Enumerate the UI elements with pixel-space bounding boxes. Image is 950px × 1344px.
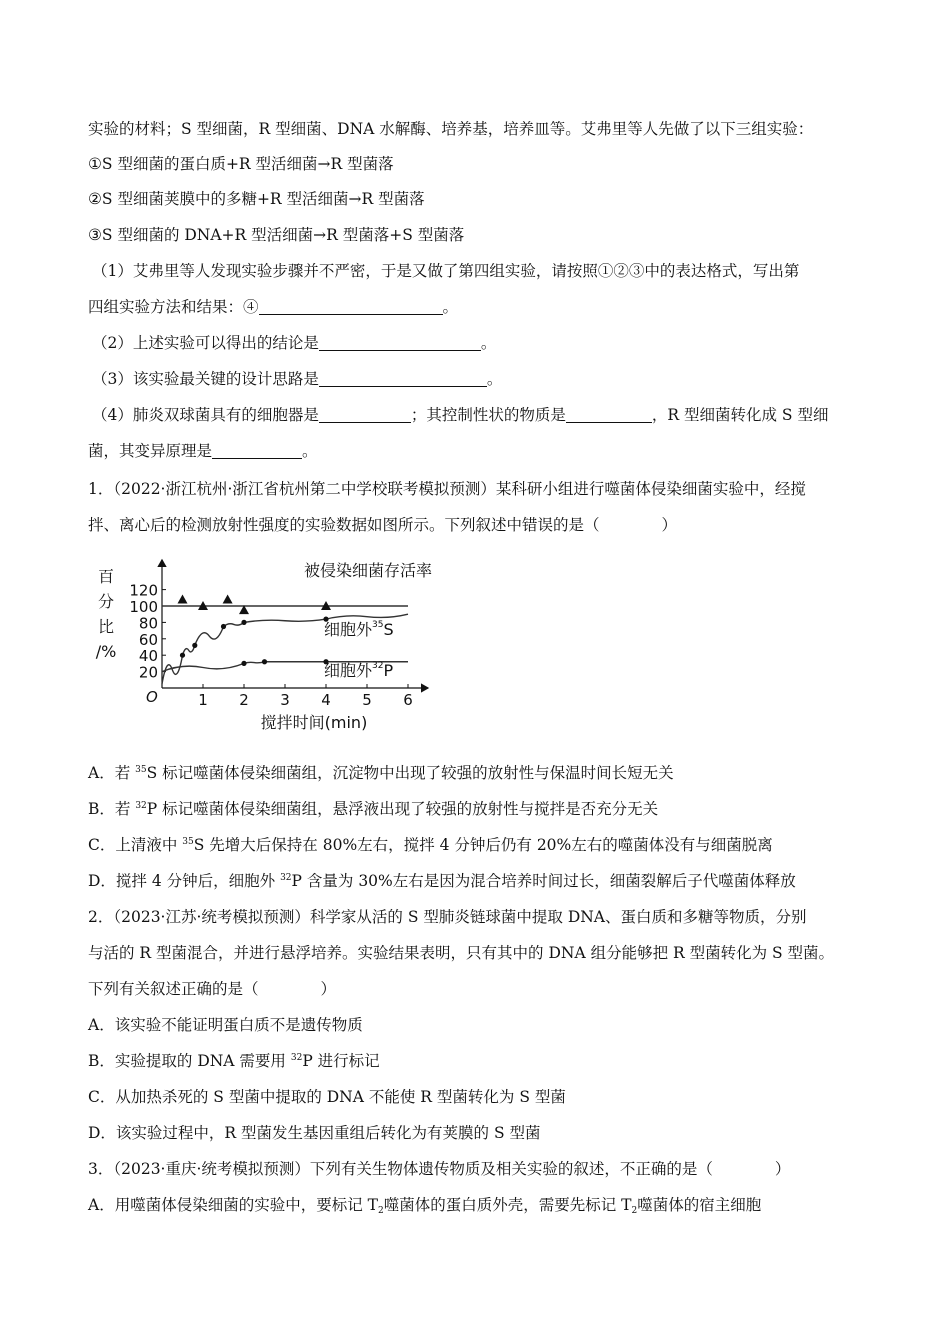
answer-blank-4[interactable] (259, 298, 443, 315)
y-tick-label: 60 (138, 630, 158, 649)
y-tick-label: 20 (138, 663, 158, 682)
problem-1-option-d: D．搅拌 4 分钟后，细胞外 $^{32}$P 含量为 30%左右是因为混合培养时间过长，细菌裂解后子代噬菌体释放 (88, 872, 796, 890)
problem-2-option-c: C．从加热杀死的 S 型菌中提取的 DNA 不能使 R 型菌转化为 S 型菌 (88, 1088, 566, 1106)
question-4-line2 (88, 440, 878, 462)
question-2-text: （2）上述实验可以得出的结论是 (92, 334, 319, 352)
answer-blank-design[interactable] (319, 370, 487, 387)
question-3 (92, 368, 882, 390)
problem-1-stem-line2: 拌、离心后的检测放射性强度的实验数据如图所示。下列叙述中错误的是（ ） (88, 516, 678, 534)
y-tick-label: 40 (138, 647, 158, 666)
s35-point (241, 620, 246, 625)
x-axis-label: 搅拌时间(min) (260, 713, 368, 732)
problem-1-stem-line1: 1．（2022·浙江杭州·浙江省杭州第二中学校联考模拟预测）某科研小组进行噬菌体侵染细菌实验中，经搅 (88, 480, 806, 498)
answer-blank-conclusion[interactable] (319, 334, 481, 351)
y-label-char: 百 (97, 567, 115, 586)
x-tick-label: 3 (280, 691, 290, 709)
problem-2-stem-line1: 2．（2023·江苏·统考模拟预测）科学家从活的 S 型肺炎链球菌中提取 DNA、蛋白质和多糖等物质，分别 (88, 908, 807, 926)
x-tick-label: 4 (321, 691, 331, 709)
series-label-survival: 被侵染细菌存活率 (304, 561, 433, 580)
x-tick-label: 2 (239, 691, 249, 709)
question-4 (92, 404, 882, 426)
problem-3-stem: 3．（2023·重庆·统考模拟预测）下列有关生物体遗传物质及相关实验的叙述，不正确的是（ ） (88, 1160, 791, 1178)
problem-2-stem-line3: 下列有关叙述正确的是（ ） (88, 980, 337, 998)
question-3-end: 。 (486, 370, 503, 388)
y-tick-label: 120 (129, 581, 158, 600)
s35-point (221, 624, 226, 629)
materials-text: 实验的材料；S 型细菌，R 型细菌、DNA 水解酶、培养基，培养皿等。艾弗里等人先做了以下三组实验： (88, 120, 814, 138)
question-2 (92, 332, 882, 354)
problem-2-option-b: B．实验提取的 DNA 需要用 $^{32}$P 进行标记 (88, 1052, 380, 1070)
origin-label: O (146, 688, 158, 706)
survival-triangle-point (178, 594, 188, 603)
problem-2-option-d: D．该实验过程中，R 型菌发生基因重组后转化为有荚膜的 S 型菌 (88, 1124, 541, 1142)
y-tick-labels (129, 582, 166, 682)
question-4-end: 。 (302, 442, 318, 460)
y-tick-label: 100 (129, 598, 158, 616)
series-label-p32: 细胞外$^{32}$P (324, 661, 394, 680)
problem-1-option-a: A．若 $^{35}$S 标记噬菌体侵染细菌组，沉淀物中出现了较强的放射性与保温时间长短无关 (88, 764, 674, 782)
answer-blank-variation[interactable] (212, 442, 302, 459)
series-label-s35: 细胞外$^{35}$S (324, 620, 394, 639)
question-2-end: 。 (480, 334, 497, 352)
question-4-text-a: （4）肺炎双球菌具有的细胞器是 (92, 406, 319, 424)
s35-point (180, 653, 185, 658)
problem-1-option-c: C．上清液中 $^{35}$S 先增大后保持在 80%左右，搅拌 4 分钟后仍有 20%左右的噬菌体没有与细菌脱离 (88, 836, 773, 854)
x-tick-label: 6 (403, 691, 413, 709)
question-1-end: 。 (442, 298, 459, 316)
y-label-char: /% (95, 642, 117, 661)
problem-2-stem-line2: 与活的 R 型菌混合，并进行悬浮培养。实验结果表明，只有其中的 DNA 组分能够把 R 型菌转化为 S 型菌。 (88, 944, 835, 962)
experiment-3: ③S 型细菌的 DNA+R 型活细菌→R 型菌落+S 型菌落 (88, 226, 465, 244)
problem-1-option-b: B．若 $^{32}$P 标记噬菌体侵染细菌组，悬浮液出现了较强的放射性与搅拌是否充分无关 (88, 800, 659, 818)
answer-blank-substance[interactable] (566, 406, 652, 423)
p32-point (241, 661, 246, 666)
answer-blank-organelle[interactable] (319, 406, 411, 423)
question-1-line1: （1）艾弗里等人发现实验步骤并不严密，于是又做了第四组实验，请按照①②③中的表达格式，写出第 (92, 262, 800, 280)
x-tick-label: 5 (362, 691, 372, 709)
question-4-text-d: 菌，其变异原理是 (88, 442, 213, 460)
y-tick-label: 80 (138, 614, 158, 633)
question-3-text: （3）该实验最关键的设计思路是 (92, 370, 319, 388)
question-4-text-c: ，R 型细菌转化成 S 型细 (651, 406, 829, 424)
x-tick-label: 1 (198, 691, 208, 709)
y-label-char: 分 (97, 592, 115, 611)
p32-point (262, 659, 267, 664)
question-1-line2 (88, 296, 878, 318)
problem-2-option-a: A．该实验不能证明蛋白质不是遗传物质 (88, 1016, 363, 1034)
experiment-2: ②S 型细菌荚膜中的多糖+R 型活细菌→R 型菌落 (88, 190, 425, 208)
y-label-char: 比 (97, 617, 115, 636)
question-4-text-b: ；其控制性状的物质是 (410, 406, 566, 424)
problem-3-option-a: A．用噬菌体侵染细菌的实验中，要标记 $T_2$噬菌体的蛋白质外壳，需要先标记 $T_2$噬菌体的宿主细胞 (88, 1196, 762, 1216)
experiment-1: ①S 型细菌的蛋白质+R 型活细菌→R 型菌落 (88, 155, 394, 173)
survival-triangle-point (223, 594, 233, 603)
question-1-text: 四组实验方法和结果：④ (88, 298, 259, 316)
radioactivity-chart (88, 552, 448, 742)
s35-point (192, 643, 197, 648)
y-axis-label (96, 567, 117, 661)
